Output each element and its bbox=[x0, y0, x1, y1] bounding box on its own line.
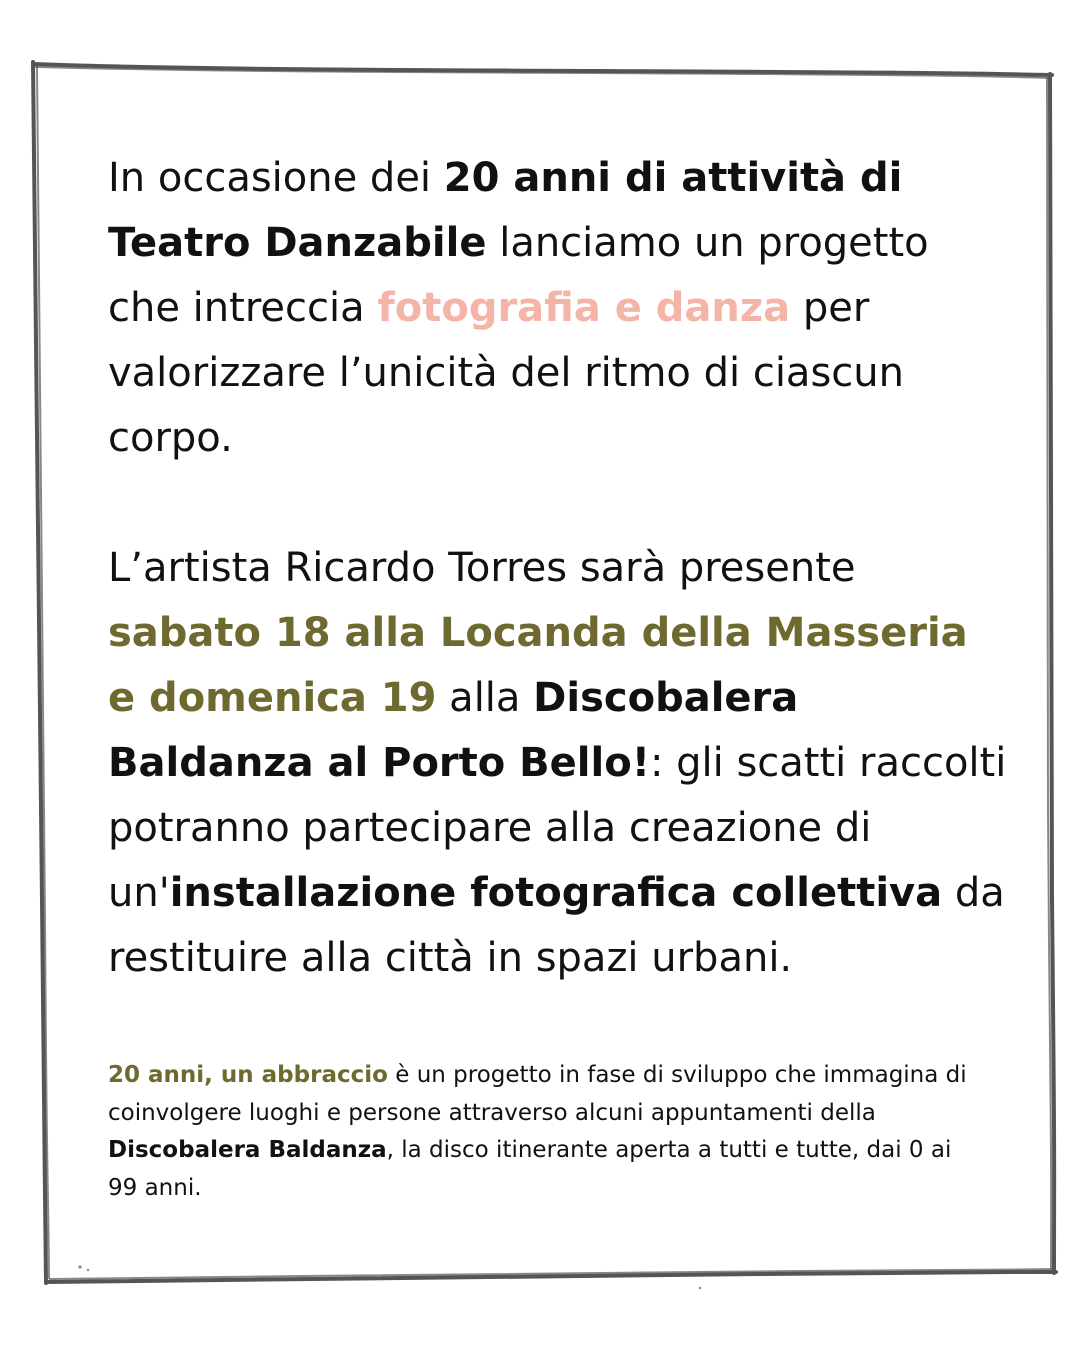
footnote-text-2: , la disco itinerante aperta a tutti e tutte, dai 0 ai 99 anni. bbox=[108, 1137, 952, 1201]
paragraph-artist bbox=[108, 536, 1008, 991]
artist-text-2: alla bbox=[436, 675, 534, 721]
intro-highlight-photo-dance: fotografia e danza bbox=[377, 285, 791, 331]
artist-text-1: L’artista Ricardo Torres sarà presente bbox=[108, 545, 856, 591]
intro-text-2: lanciamo un progetto che intreccia bbox=[108, 220, 929, 331]
main-text bbox=[108, 146, 1008, 991]
footnote-bold-disco: Discobalera Baldanza bbox=[108, 1137, 387, 1163]
footnote-highlight-project: 20 anni, un abbraccio bbox=[108, 1062, 388, 1088]
artist-bold-venue: Discobalera Baldanza al Porto Bello! bbox=[108, 675, 799, 786]
intro-bold-anniversary: 20 anni di attività di Teatro Danzabile bbox=[108, 155, 903, 266]
artist-bold-installation: installazione fotografica collettiva bbox=[169, 870, 943, 916]
artist-highlight-dates: sabato 18 alla Locanda della Masseria e domenica 19 bbox=[108, 610, 968, 721]
intro-text-1: In occasione dei bbox=[108, 155, 444, 201]
artist-text-3: : gli scatti raccolti potranno partecipare alla creazione di un' bbox=[108, 740, 1007, 916]
footnote-text-1: è un progetto in fase di sviluppo che immagina di coinvolgere luoghi e persone attraverso alcuni appuntamenti della bbox=[108, 1062, 967, 1126]
paragraph-intro bbox=[108, 146, 1008, 471]
intro-text-3: per valorizzare l’unicità del ritmo di ciascun corpo. bbox=[108, 285, 904, 461]
footnote bbox=[108, 1057, 968, 1207]
artist-text-4: da restituire alla città in spazi urbani. bbox=[108, 870, 1005, 981]
